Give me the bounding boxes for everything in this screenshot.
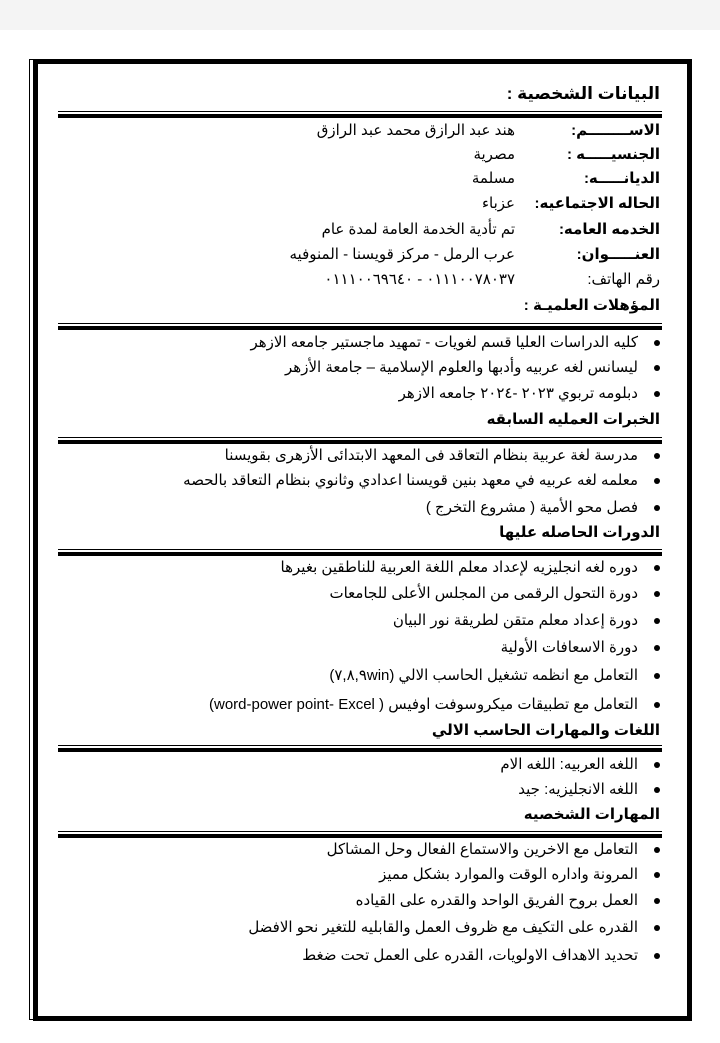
label-nationality: الجنسيـــــه : (567, 146, 660, 163)
bullet-icon (654, 898, 660, 904)
value-public-service: تم تأدية الخدمة العامة لمدة عام (321, 221, 515, 238)
list-item: مدرسة لغة عربية بنظام التعاقد فى المعهد الابتدائى الأزهرى بقويسنا (225, 446, 660, 464)
list-item: معلمه لغه عربيه في معهد بنين قويسنا اعدادي وثانوي بنظام التعاقد بالحصه (183, 471, 660, 489)
label-phone: رقم الهاتف: (587, 271, 660, 288)
list-item: التعامل مع انظمه تشغيل الحاسب الالي (٧,٨,٩win) (329, 666, 660, 684)
section-title-skills: المهارات الشخصيه (523, 806, 660, 823)
list-item: اللغه العربيه: اللغه الام (500, 755, 660, 773)
bullet-icon (654, 505, 660, 511)
list-item: اللغه الانجليزيه: جيد (518, 780, 660, 798)
section-title-personal: البيانات الشخصية : (506, 84, 660, 103)
label-religion: الديانـــــه: (583, 170, 660, 187)
label-public-service: الخدمه العامه: (558, 221, 660, 238)
value-address: عرب الرمل - مركز قويسنا - المنوفيه (289, 246, 515, 263)
section-title-languages: اللغات والمهارات الحاسب الالي (431, 722, 660, 739)
label-marital-status: الحاله الاجتماعيه: (534, 195, 660, 212)
list-item: دورة الاسعافات الأولية (501, 638, 660, 656)
value-phone: ٠١١١٠٠٧٨٠٣٧ - ٠١١١٠٠٦٩٦٤٠ (324, 271, 515, 288)
list-item: فصل محو الأمية ( مشروع التخرج ) (426, 498, 660, 516)
list-item: دورة إعداد معلم متقن لطريقة نور البيان (393, 611, 660, 629)
label-address: العنـــــوان: (576, 246, 660, 263)
bullet-icon (654, 787, 660, 793)
bullet-icon (654, 702, 660, 708)
divider (58, 437, 662, 444)
top-bar (0, 0, 720, 30)
section-title-experience: الخبرات العمليه السابقه (486, 411, 660, 428)
list-item: دبلومه تربوي ٢٠٢٣ -٢٠٢٤ جامعه الازهر (399, 384, 660, 402)
bullet-icon (654, 673, 660, 679)
list-item: العمل بروح الفريق الواحد والقدره على القياده (356, 891, 660, 909)
list-item: ليسانس لغه عربيه وأدبها والعلوم الإسلامية – جامعة الأزهر (285, 358, 660, 376)
bullet-icon (654, 591, 660, 597)
list-item: المرونة واداره الوقت والموارد بشكل مميز (379, 865, 660, 883)
bullet-icon (654, 953, 660, 959)
value-religion: مسلمة (471, 170, 515, 187)
bullet-icon (654, 645, 660, 651)
bullet-icon (654, 453, 660, 459)
list-item: التعامل مع الاخرين والاستماع الفعال وحل المشاكل (327, 840, 660, 858)
divider (58, 745, 662, 752)
divider (58, 323, 662, 330)
bullet-icon (654, 872, 660, 878)
list-item: التعامل مع تطبيقات ميكروسوفت اوفيس ( word-power point- Excel) (209, 695, 660, 713)
bullet-icon (654, 925, 660, 931)
list-item: القدره على التكيف مع ظروف العمل والقابليه للتغير نحو الافضل (248, 918, 660, 936)
bullet-icon (654, 478, 660, 484)
divider (58, 549, 662, 556)
list-item: كليه الدراسات العليا قسم لغويات - تمهيد ماجستير جامعه الازهر (250, 333, 660, 351)
bullet-icon (654, 565, 660, 571)
divider (58, 111, 662, 118)
value-nationality: مصرية (473, 146, 515, 163)
value-marital-status: عزباء (481, 195, 515, 212)
section-title-qualifications: المؤهلات العلميـة : (523, 297, 660, 314)
bullet-icon (654, 618, 660, 624)
divider (58, 831, 662, 838)
list-item: دورة التحول الرقمى من المجلس الأعلى للجامعات (329, 584, 660, 602)
bullet-icon (654, 762, 660, 768)
list-item: دوره لغه انجليزيه لإعداد معلم اللغة العربية للناطقين بغيرها (281, 558, 660, 576)
bullet-icon (654, 391, 660, 397)
list-item: تحديد الاهداف الاولويات، القدره على العمل تحت ضغط (302, 946, 660, 964)
bullet-icon (654, 847, 660, 853)
bullet-icon (654, 365, 660, 371)
label-name: الاســــــــم: (571, 122, 660, 139)
section-title-courses: الدورات الحاصله عليها (499, 524, 660, 541)
value-name: هند عبد الرازق محمد عبد الرازق (316, 122, 515, 139)
bullet-icon (654, 340, 660, 346)
